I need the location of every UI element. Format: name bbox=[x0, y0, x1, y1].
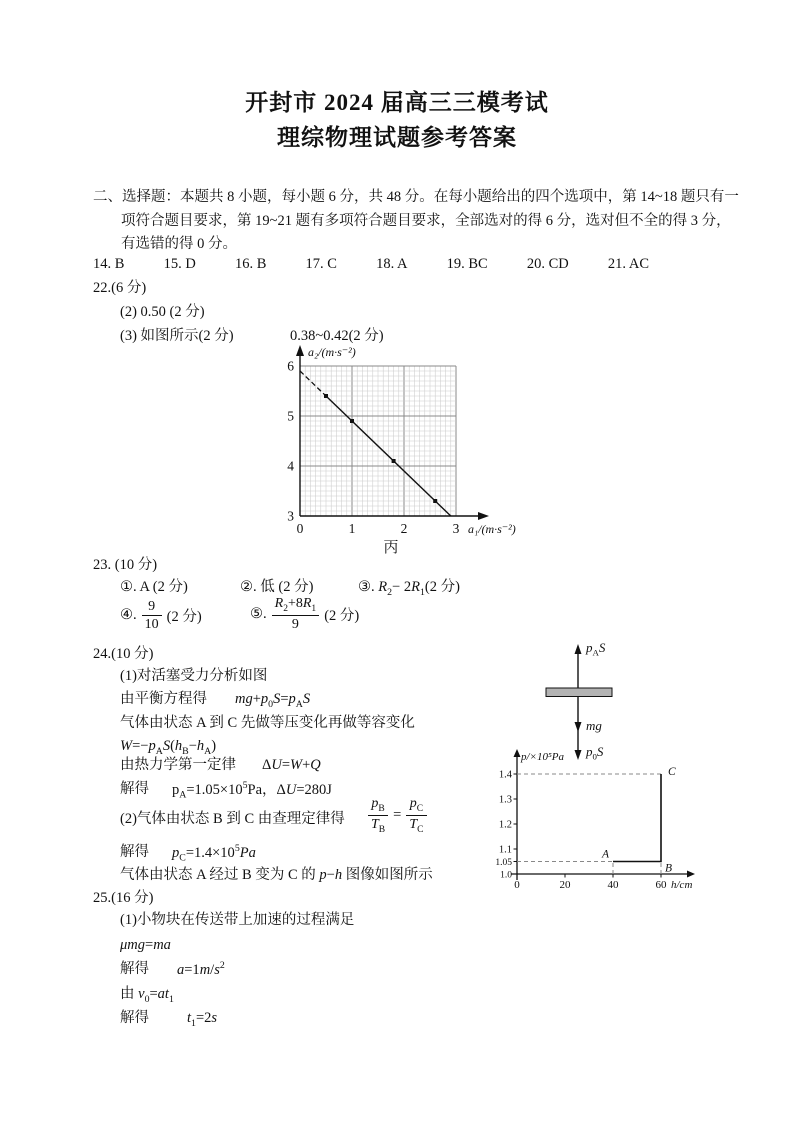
svg-text:a₂/(m·s⁻²): a₂/(m·s⁻²) bbox=[308, 345, 356, 359]
q25-line5-label: 解得 bbox=[120, 1010, 149, 1026]
fraction-r2-8r1-9: $\frac{R_2+8R_1}{9}$ bbox=[272, 596, 320, 632]
fraction-pc-tc: $\frac{p_C}{T_C}$ bbox=[406, 796, 426, 835]
svg-text:60: 60 bbox=[655, 879, 667, 891]
q23-answer-5-score: (2 分) bbox=[324, 607, 360, 624]
q24-line2-label: 由平衡方程得 bbox=[120, 691, 207, 707]
q24-line1: (1)对活塞受力分析如图 bbox=[120, 668, 268, 684]
svg-text:1.3: 1.3 bbox=[498, 794, 512, 806]
q23-answer-2: ②. 低 (2 分) bbox=[240, 579, 314, 595]
q25-velocity-equation: 由 $v_0=at_1$ bbox=[120, 986, 174, 1005]
q24-line9: 气体由状态 A 经过 B 变为 C 的 p−h 图像如图所示 bbox=[120, 867, 433, 883]
q22-header: 22.(6 分) bbox=[93, 280, 147, 296]
svg-text:1.1: 1.1 bbox=[498, 844, 512, 856]
q24-line5-label: 由热力学第一定律 bbox=[120, 757, 236, 773]
svg-text:丙: 丙 bbox=[383, 540, 399, 556]
svg-text:1.0: 1.0 bbox=[500, 870, 512, 881]
q24-charles-label: (2)气体由状态 B 到 C 由查理定律得 bbox=[120, 811, 345, 827]
p-h-graph bbox=[485, 748, 725, 903]
q25-line3-label: 解得 bbox=[120, 961, 149, 977]
svg-text:1.05: 1.05 bbox=[495, 858, 512, 868]
answer-19: 19. BC bbox=[446, 256, 488, 272]
svg-text:p/×10⁵Pa: p/×10⁵Pa bbox=[521, 751, 565, 763]
svg-text:40: 40 bbox=[607, 879, 619, 891]
q23-header: 23. (10 分) bbox=[93, 557, 158, 573]
answer-17: 17. C bbox=[305, 256, 337, 272]
answer-21: 21. AC bbox=[607, 256, 649, 272]
choice-answers-row bbox=[93, 255, 649, 274]
svg-text:A: A bbox=[602, 848, 610, 861]
svg-text:0: 0 bbox=[514, 879, 520, 891]
svg-text:a₁/(m·s⁻²): a₁/(m·s⁻²) bbox=[468, 522, 516, 536]
q23-answer-4-prefix: ④. bbox=[120, 607, 137, 624]
q25-header: 25.(16 分) bbox=[93, 890, 154, 906]
p-h-graph-svg bbox=[485, 748, 725, 898]
equals-sign: = bbox=[393, 807, 402, 824]
svg-text:2: 2 bbox=[400, 521, 408, 536]
q25-line1: (1)小物块在传送带上加速的过程满足 bbox=[120, 912, 355, 928]
q25-time-result: $t_1=2s$ bbox=[187, 1010, 218, 1029]
fraction-9-10: $\frac{9}{10}$ bbox=[142, 599, 162, 632]
svg-text:h/cm: h/cm bbox=[671, 879, 693, 891]
q24-pc-result: $p_C=1.4\times 10^5Pa$ bbox=[172, 843, 256, 864]
q25-acceleration-result: $a=1m/s^2$ bbox=[177, 960, 225, 978]
q24-line6-label: 解得 bbox=[120, 781, 149, 797]
q25-friction-equation: μmg=ma bbox=[120, 937, 171, 953]
q24-line3: 气体由状态 A 到 C 先做等压变化再做等容变化 bbox=[120, 715, 415, 731]
acceleration-graph-svg bbox=[278, 340, 540, 558]
acceleration-graph bbox=[278, 340, 540, 563]
q24-first-law-equation: ΔU=W+Q bbox=[262, 757, 321, 773]
q24-header: 24.(10 分) bbox=[93, 646, 154, 662]
svg-text:B: B bbox=[665, 862, 673, 875]
piston-up-force-label: $p_AS$ bbox=[586, 640, 606, 658]
answer-18: 18. A bbox=[376, 256, 408, 272]
svg-text:C: C bbox=[668, 766, 676, 778]
svg-text:1.4: 1.4 bbox=[498, 769, 512, 781]
svg-text:4: 4 bbox=[287, 458, 294, 474]
fraction-pb-tb: $\frac{p_B}{T_B}$ bbox=[368, 796, 388, 835]
svg-text:6: 6 bbox=[287, 358, 294, 374]
svg-text:1.2: 1.2 bbox=[498, 819, 512, 831]
q24-balance-equation: $mg+p_0S=p_AS$ bbox=[235, 691, 311, 710]
page-title-line2: 理综物理试题参考答案 bbox=[277, 125, 517, 150]
answer-14: 14. B bbox=[93, 256, 125, 272]
page-title-line1: 开封市 2024 届高三三模考试 bbox=[245, 90, 549, 115]
q24-work-equation: $W=-p_AS(h_B-h_A)$ bbox=[120, 738, 217, 757]
charles-law-equation bbox=[368, 796, 427, 835]
q23-answer-4-score: (2 分) bbox=[166, 609, 202, 626]
svg-text:20: 20 bbox=[559, 879, 571, 891]
piston-down-force-label: $p_0S$ bbox=[586, 744, 604, 762]
svg-text:3: 3 bbox=[452, 521, 460, 536]
svg-text:5: 5 bbox=[287, 408, 294, 424]
q23-answer-5 bbox=[250, 596, 359, 632]
svg-text:1: 1 bbox=[348, 521, 356, 536]
q24-pa-result: $p_A=1.05\times 10^5Pa$，ΔU=280J bbox=[172, 780, 332, 801]
choice-section-intro: 二、选择题：本题共 8 小题，每小题 6 分，共 48 分。在每小题给出的四个选项中，第 14~18 题只有一项符合题目要求，第 19~21 题有多项符合题目要求，全部选对的得 6 分，选对但不全的得 3 分，有选错的得 0 分。 bbox=[93, 189, 739, 252]
q23-answer-5-prefix: ⑤. bbox=[250, 605, 267, 622]
q23-answer-3: ③. $R_2- 2R_1(2$ 分) bbox=[358, 579, 460, 598]
q24-line8-label: 解得 bbox=[120, 844, 149, 860]
q22-answer-2: (2) 0.50 (2 分) bbox=[120, 304, 205, 320]
q22-answer-3b: 0.38~0.42(2 分) bbox=[290, 328, 384, 344]
answer-16: 16. B bbox=[234, 256, 267, 272]
svg-text:3: 3 bbox=[287, 508, 294, 524]
svg-text:0: 0 bbox=[296, 521, 304, 536]
answer-20: 20. CD bbox=[526, 256, 569, 272]
answer-15: 15. D bbox=[163, 256, 196, 272]
piston-bar bbox=[546, 688, 612, 697]
q23-answer-1: ①. A (2 分) bbox=[120, 579, 188, 595]
piston-weight-label: mg bbox=[586, 718, 602, 733]
q23-answer-4 bbox=[120, 599, 202, 632]
q22-answer-3: (3) 如图所示(2 分) bbox=[120, 328, 234, 344]
mg-arrowhead-icon bbox=[575, 722, 582, 732]
